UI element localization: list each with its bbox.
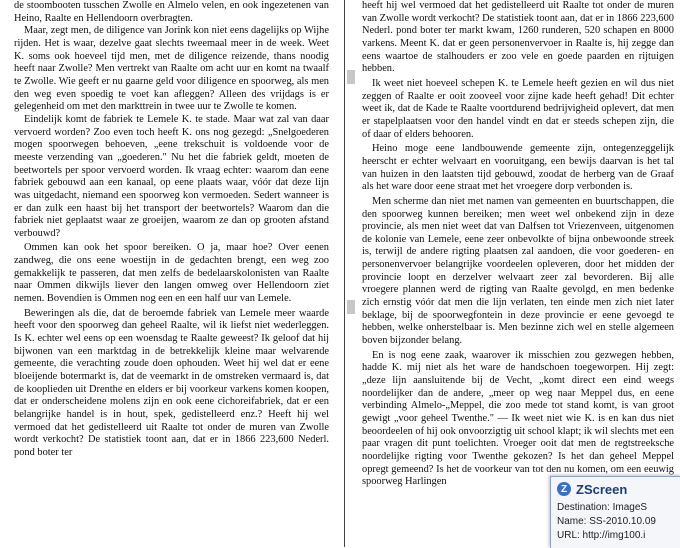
notification-url[interactable]: URL: http://img100.i	[557, 530, 646, 541]
right-paragraph-1: heeft hij wel vermoed dat het gedistelleerd uit Raalte tot onder de muren van Zwolle wordt verkocht? De statistiek toont aan, dat er in 1866 223,600 Nederl. pond boter ter markt kwam, 1260 runderen, 520 schapen en 8000 varkens. Meent K. dat er geen personenvervoer in Raalte is, hij zegge dan eens waartoe de stalhouders er zoo vele en goede paarden en rijtuigen hebben.	[362, 0, 674, 75]
column-divider	[344, 0, 345, 547]
scan-edge-mark	[347, 70, 355, 84]
right-paragraph-3: Heino moge eene landbouwende gemeente zijn, ontegenzeggelijk heerscht er echter welvaart en vooruitgang, een bewijs daarvan is het tal van huizen in den laatsten tijd gebouwd, zoodat de herberg van de Graaf als het ware door eene straat met het vroegere dorp verbonden is.	[362, 143, 674, 193]
left-column	[14, 0, 329, 547]
right-paragraph-2: Ik weet niet hoeveel schepen K. te Lemele heeft gezien en wil dus niet zeggen of Raalte er ooit zooveel voor zijne kade heeft gehad! Dit echter weet ik, dat de Kade te Raalte voortdurend bedrijvigheid oplevert, dat men er stapelplaatsen voor den handel vindt en dat er steeds schepen zijn, die of daar of elders behooren.	[362, 77, 674, 140]
right-column	[362, 0, 674, 547]
notification-app-name: ZScreen	[576, 481, 628, 497]
notification-header	[551, 477, 680, 501]
left-paragraph-1: de stoombooten tusschen Zwolle en Almelo velen, en ook ingezetenen van Heino, Raalte en Hellendoorn overbragten.	[14, 0, 329, 24]
left-paragraph-2: Maar, zegt men, de diligence van Jorink kon niet eens dagelijks op Wijhe rijden. Het is waar, dezelve gaat slechts tweemaal meer in de week. Weet K. soms ook hoeveel tijd men, met de diligence reizende, thans noodig heeft naar Zwolle? Men vertrekt van Raalte om acht uur en komt na twaalf te Zwolle. Wie geeft er nu gaarne geld voor diligence en spoorweg, als men den weg even spoedig te voet kan afleggen? Alleen des vrijdags is er gelegenheid om met den markttrein in twee uur te Zwolle te komen.	[14, 25, 329, 113]
right-paragraph-5: En is nog eene zaak, waarover ik misschien zou gezwegen hebben, hadde K. mij niet als het ware de handschoen toegeworpen. Hij zegt: „deze lijn aansluitende bij de Vecht, „komt direct een eind weegs noordelijker dan de andere, „meer op weg naar Meppel dus, en eene verbinding Almelo-„Meppel, die zoo mede tot stand komt, is van groot gewigt „voor geheel Twenthe." — Ik weet niet wie K. is en kan dus niet beoordeelen of hij ook onvoorzigtig uit school klapt; ik wil slechts met een paar vragen dit punt toelichten. Vroeger ooit dat men de regtstreeksche noordelijke rigting voor Twenthe gekozen? Is het dan geheel Meppel opregt gemeend? Is het de voorkeur van tot den nu komen, om een eeuwig spoorweg Harlingen	[362, 349, 674, 488]
left-paragraph-5: Beweringen als die, dat de beroemde fabriek van Lemele meer waarde heeft voor den spoorweg dan geheel Raalte, wil ik liefst niet wederleggen. Is K. echter wel eens op een woensdag te Raalte geweest? Ik geloof dat hij bijwonen van een marktdag in de betrekkelijk kleine maar welvarende gemeente, die verachting zoude doen ophouden. Weet hij wel dat er eene bloeijende botermarkt is, dat de veemarkt in de omstreken vermaard is, dat de kooplieden uit Drenthe en elders er bij voorkeur varkens komen koopen, dat er onderscheidene molens zijn en ook eene cichoreifabriek, dat er een belangrijke handel is in hout, spek, gedistelleerd enz.? Heeft hij wel vermoed dat het gedistelleerd uit Raalte tot onder de muren van Zwolle wordt verkocht? De statistiek toont aan, dat er in 1866 223,600 Nederl. pond boter ter	[14, 307, 329, 458]
right-paragraph-4: Men scherme dan niet met namen van gemeenten en buurtschappen, die den spoorweg kunnen bereiken; men weet wel onbekend zijn in deze provincie, als men niet weet dat van Dalfsen tot Vriezenveen, uitgenomen de kolonie van Lemele, eene zeer onbevolkte of bijna onbewoonde streek is, terwijl de andere rigting plaatsen zal aandoen, die voor goederen- en personenvervoer belangrijke voordeelen opleveren, door het midden der provincie loopt en derzelver welvaart zeer zal bevorderen. Bij alle vroegere plannen werd de rigting van Raalte gevolgd, en men bedenke zich ernstig vóór dat men die lijn verlaten, ten einde men zich niet later beklage, bij de spoorwegfontein in deze provincie er eene gevoegd te hebben, welke onherstelbaar is. Men bezinne zich wel en stelle algemeen boven bijzonder belang.	[362, 195, 674, 347]
notification-destination: Destination: ImageS	[557, 502, 648, 513]
notification-filename: Name: SS-2010.10.09	[557, 516, 656, 527]
zscreen-logo-icon: Z	[557, 482, 571, 496]
scan-edge-mark	[347, 300, 355, 314]
left-paragraph-4: Ommen kan ook het spoor bereiken. O ja, maar hoe? Over eenen zandweg, die ons eene woestijn in de gedachten brengt, een weg zoo gemakkelijk te passeren, dat men zelfs de bedelaarskolonisten van Raalte naar Ommen dikwijls liever den langen omweg over Hellendoorn ziet nemen. Bovendien is Ommen nog een en een half uur van Lemele.	[14, 242, 329, 305]
zscreen-notification[interactable]	[550, 476, 680, 548]
notification-details	[551, 501, 680, 543]
left-paragraph-3: Eindelijk komt de fabriek te Lemele K. te stade. Maar wat zal van daar vervoerd worden? Zoo even toch heeft K. ons nog gezegd: „Snelgoederen mogen spoorwegen behoeven, „eene trekschuit is voldoende voor de meeste verzending van „goederen." Nu het die fabriek geldt, moeten de beetwortels per spoor vervoerd worden. Ik vraag echter: waarom dan eene fabriek gebouwd aan een kanaal, op eene plaats waar, vóór dat deze lijn was uitgedacht, niemand een spoorweg kon vermoeden. Sedert wanneer is er dan zulk een haast bij het transport der beetwortels? Waarom dan die fabriek niet geplaatst waar ze groeijen, waarom ze dan op grooten afstand verbouwd?	[14, 113, 329, 239]
